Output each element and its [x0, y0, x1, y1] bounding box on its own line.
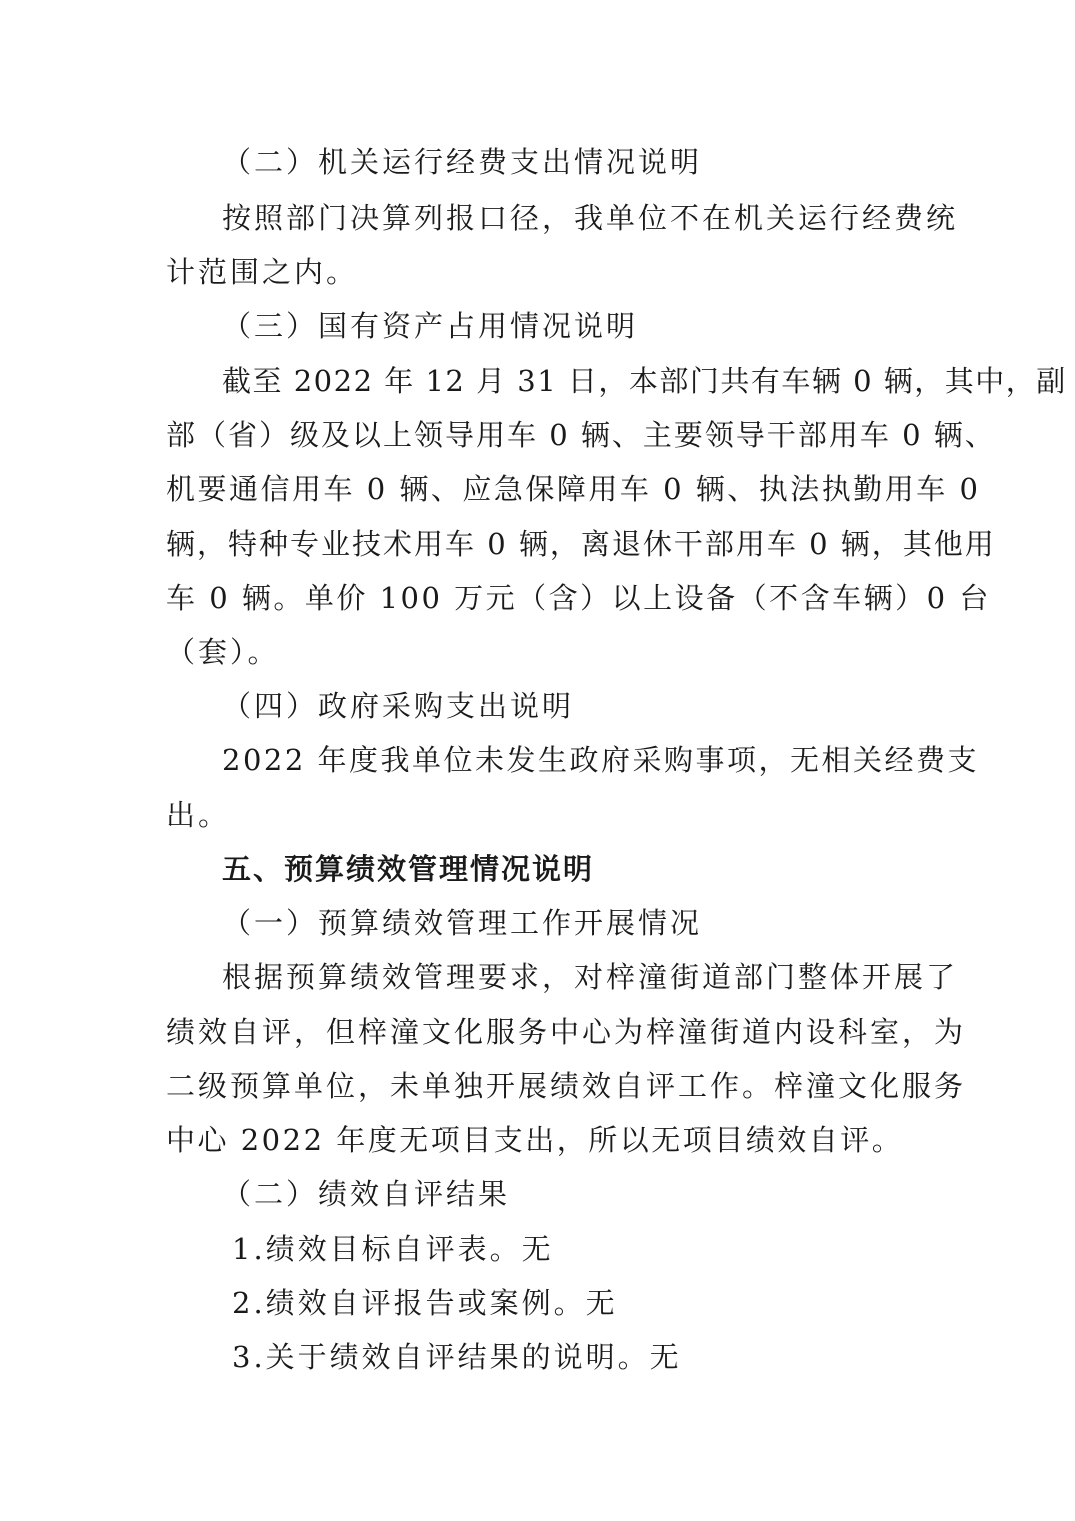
paragraph-line: （套）。 — [166, 635, 280, 669]
paragraph-line: 二级预算单位，未单独开展绩效自评工作。梓潼文化服务 — [166, 1069, 967, 1103]
list-item: 3.关于绩效自评结果的说明。无 — [232, 1340, 682, 1374]
paragraph-line: 计范围之内。 — [166, 255, 359, 289]
section-heading-self-evaluation-results: （二）绩效自评结果 — [222, 1177, 511, 1211]
paragraph-line: 机要通信用车 0 辆、应急保障用车 0 辆、执法执勤用车 0 — [166, 472, 981, 506]
paragraph-line: 辆，特种专业技术用车 0 辆，离退休干部用车 0 辆，其他用 — [166, 527, 996, 561]
paragraph-line: 根据预算绩效管理要求，对梓潼街道部门整体开展了 — [222, 960, 959, 994]
paragraph-line: 车 0 辆。单价 100 万元（含）以上设备（不含车辆）0 台 — [166, 581, 991, 615]
paragraph-line: 出。 — [166, 798, 231, 832]
section-heading-performance-work: （一）预算绩效管理工作开展情况 — [222, 906, 703, 940]
paragraph-line: 截至 2022 年 12 月 31 日，本部门共有车辆 0 辆，其中，副 — [222, 364, 1067, 398]
part-heading-performance-management: 五、预算绩效管理情况说明 — [222, 852, 595, 886]
list-item: 2.绩效自评报告或案例。无 — [232, 1286, 618, 1320]
paragraph-line: 中心 2022 年度无项目支出，所以无项目绩效自评。 — [166, 1123, 904, 1157]
paragraph-line: 部（省）级及以上领导用车 0 辆、主要领导干部用车 0 辆、 — [166, 418, 996, 452]
paragraph-line: 按照部门决算列报口径，我单位不在机关运行经费统 — [222, 201, 959, 235]
paragraph-line: 绩效自评，但梓潼文化服务中心为梓潼街道内设科室，为 — [166, 1015, 967, 1049]
section-heading-operating-expenses: （二）机关运行经费支出情况说明 — [222, 145, 703, 179]
section-heading-procurement: （四）政府采购支出说明 — [222, 689, 575, 723]
paragraph-line: 2022 年度我单位未发生政府采购事项，无相关经费支 — [222, 743, 980, 777]
section-heading-state-assets: （三）国有资产占用情况说明 — [222, 309, 639, 343]
list-item: 1.绩效目标自评表。无 — [232, 1232, 554, 1266]
